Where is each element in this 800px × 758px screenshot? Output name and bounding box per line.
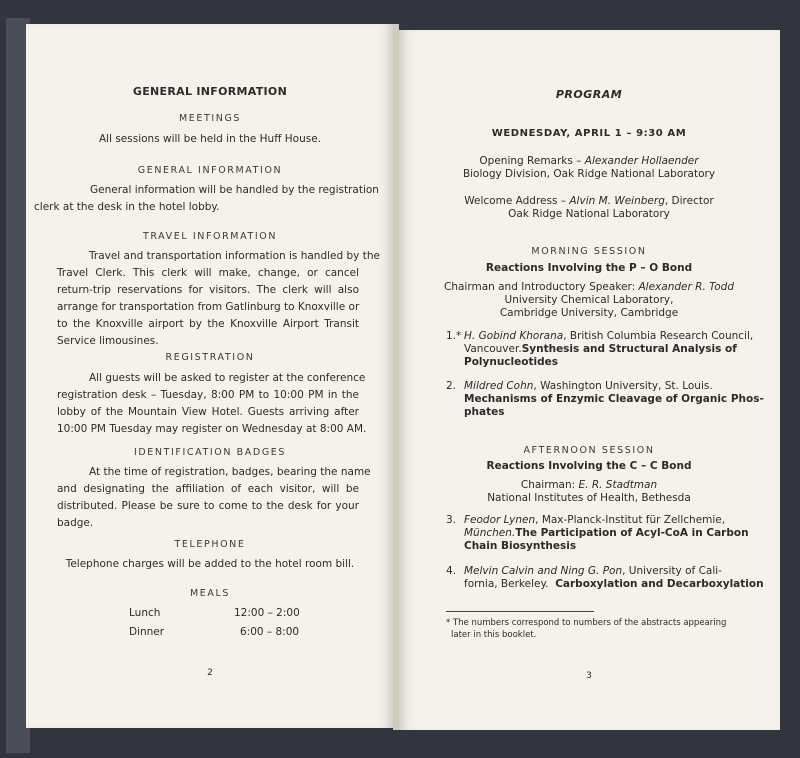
footnote-rule xyxy=(446,611,594,612)
talk-title: Chain Biosynthesis xyxy=(464,540,577,552)
talk-number: 2. xyxy=(446,380,457,392)
general-line: clerk at the desk in the hotel lobby. xyxy=(34,201,220,213)
meal-time: 6:00 – 8:00 xyxy=(240,626,300,638)
telephone-text: Telephone charges will be added to the hotel room bill. xyxy=(65,558,355,570)
talk-affiliation: , University of Cali- xyxy=(622,565,722,577)
talk-line xyxy=(464,343,737,356)
talk-city: Vancouver. xyxy=(464,343,522,355)
footnote-line: * The numbers correspond to numbers of the abstracts appearing xyxy=(446,618,727,628)
opening-remarks xyxy=(398,155,780,168)
meetings-heading: MEETINGS xyxy=(178,113,242,124)
chair-name: E. R. Stadtman xyxy=(578,479,658,491)
talk-number: 4. xyxy=(446,565,457,577)
opening-speaker: Alexander Hollaender xyxy=(584,155,699,167)
general-line: General information will be handled by the registration xyxy=(90,184,379,196)
afternoon-session-heading: AFTERNOON SESSION xyxy=(523,445,655,456)
talk-title: Carboxylation and Decarboxylation xyxy=(555,578,764,590)
welcome-speaker: Alvin M. Weinberg xyxy=(569,195,665,207)
talk-title: Mechanisms of Enzymic Cleavage of Organic Phos- xyxy=(464,393,764,405)
registration-line: 10:00 PM Tuesday may register on Wednesday at 8:00 AM. xyxy=(57,423,367,435)
talk-title: Polynucleotides xyxy=(464,356,558,368)
registration-paragraph xyxy=(57,370,367,438)
badges-paragraph xyxy=(57,464,371,532)
talk-affiliation: , Max-Planck-Institut für Zellchemie, xyxy=(535,514,726,526)
afternoon-chair-affil: National Institutes of Health, Bethesda xyxy=(487,492,691,504)
chair-label: Chairman and Introductory Speaker: xyxy=(444,281,639,293)
chair-label: Chairman: xyxy=(520,479,579,491)
travel-paragraph xyxy=(57,248,380,350)
talk-line xyxy=(464,565,722,578)
travel-line: return-trip reservations for visitors. The clerk will also xyxy=(57,284,359,296)
registration-line: registration desk – Tuesday, 8:00 PM to 10:00 PM in the xyxy=(57,389,359,401)
talk-author: Mildred Cohn xyxy=(464,380,534,392)
afternoon-chairman xyxy=(398,479,780,492)
chair-name: Alexander R. Todd xyxy=(638,281,734,293)
welcome-role: , Director xyxy=(664,195,714,207)
morning-session-title: Reactions Involving the P – O Bond xyxy=(485,262,693,274)
meal-name: Dinner xyxy=(129,626,165,638)
morning-chair-affil: University Chemical Laboratory, xyxy=(504,294,674,306)
welcome-label: Welcome Address – xyxy=(464,195,570,207)
talk-affiliation: , Washington University, St. Louis. xyxy=(533,380,713,392)
talk-author: Melvin Calvin and Ning G. Pon xyxy=(464,565,623,577)
talk-affiliation: fornia, Berkeley. xyxy=(464,578,549,590)
afternoon-session-title: Reactions Involving the C – C Bond xyxy=(486,460,692,472)
registration-heading: REGISTRATION xyxy=(165,352,255,363)
travel-heading: TRAVEL INFORMATION xyxy=(142,231,278,242)
badges-line: distributed. Please be sure to come to the desk for your xyxy=(57,500,359,512)
program-day: WEDNESDAY, APRIL 1 – 9:30 AM xyxy=(491,128,687,139)
talk-line xyxy=(464,578,764,591)
talk-number: 1.* xyxy=(446,330,462,342)
talk-line xyxy=(464,380,713,393)
talk-affiliation: , British Columbia Research Council, xyxy=(563,330,754,342)
meal-name: Lunch xyxy=(129,607,161,619)
left-page-title: GENERAL INFORMATION xyxy=(132,85,288,98)
opening-label: Opening Remarks – xyxy=(479,155,585,167)
talk-city: München. xyxy=(464,527,516,539)
badges-line: badge. xyxy=(57,517,94,529)
welcome-affiliation: Oak Ridge National Laboratory xyxy=(508,208,670,220)
morning-session-heading: MORNING SESSION xyxy=(531,246,647,257)
talk-title: phates xyxy=(464,406,505,418)
talk-author: Feodor Lynen xyxy=(464,514,536,526)
morning-chairman xyxy=(398,281,780,294)
badges-heading: IDENTIFICATION BADGES xyxy=(133,447,287,458)
welcome-address xyxy=(398,195,780,208)
talk-line xyxy=(464,330,754,343)
meetings-text: All sessions will be held in the Huff House. xyxy=(98,133,322,145)
registration-line: lobby of the Mountain View Hotel. Guests arriving after xyxy=(57,406,359,418)
meals-heading: MEALS xyxy=(189,588,231,599)
footnote-line: later in this booklet. xyxy=(451,630,537,640)
travel-line: Travel and transportation information is handled by the xyxy=(89,250,380,262)
general-paragraph xyxy=(34,182,379,216)
opening-affiliation: Biology Division, Oak Ridge National Laboratory xyxy=(462,168,716,180)
general-heading: GENERAL INFORMATION xyxy=(137,165,283,176)
talk-line xyxy=(464,527,749,540)
talk-line xyxy=(464,514,725,527)
telephone-heading: TELEPHONE xyxy=(174,539,246,550)
travel-line: Travel Clerk. This clerk will make, change, or cancel xyxy=(57,267,359,279)
talk-author: H. Gobind Khorana xyxy=(464,330,564,342)
registration-line: All guests will be asked to register at the conference xyxy=(89,372,366,384)
meal-time: 12:00 – 2:00 xyxy=(234,607,300,619)
travel-line: to the Knoxville airport by the Knoxville Airport Transit xyxy=(57,318,359,330)
left-page-number: 2 xyxy=(207,668,213,678)
morning-chair-affil: Cambridge University, Cambridge xyxy=(499,307,679,319)
talk-title: Synthesis and Structural Analysis of xyxy=(521,343,737,355)
badges-line: At the time of registration, badges, bearing the name xyxy=(89,466,371,478)
talk-title: The Participation of Acyl-CoA in Carbon xyxy=(515,527,749,539)
right-page-title: PROGRAM xyxy=(555,88,623,101)
travel-line: arrange for transportation from Gatlinburg to Knoxville or xyxy=(57,301,360,313)
badges-line: and designating the affiliation of each visitor, will be xyxy=(57,483,359,495)
talk-number: 3. xyxy=(446,514,457,526)
travel-line: Service limousines. xyxy=(57,335,159,347)
right-page-number: 3 xyxy=(586,671,592,681)
